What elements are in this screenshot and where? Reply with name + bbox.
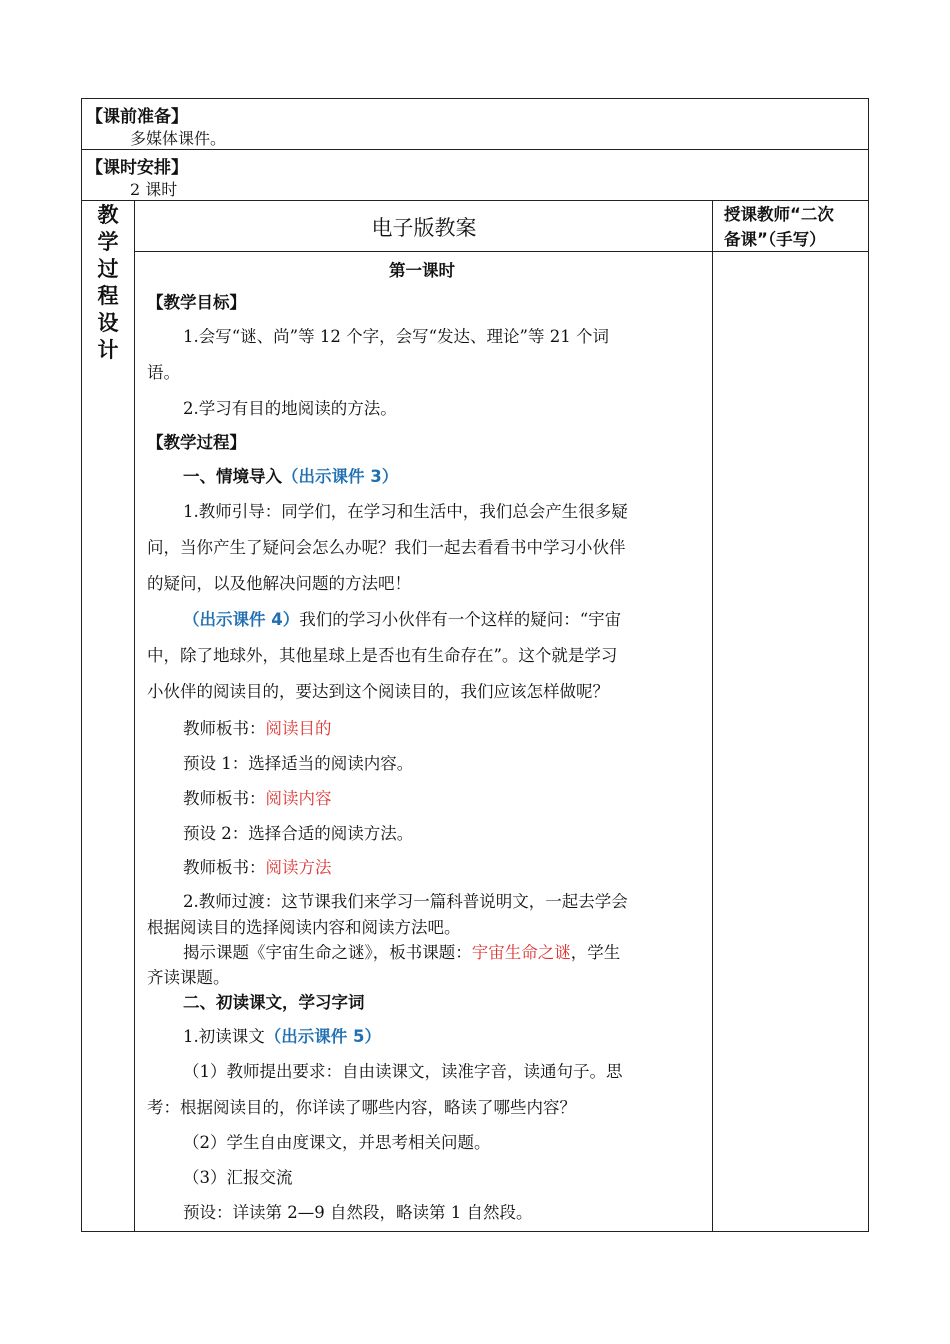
part-1-title: 一、情境导入 bbox=[183, 467, 282, 486]
label-char: 教 bbox=[97, 203, 119, 227]
paragraph-line: 预设：详读第 2—9 自然段，略读第 1 自然段。 bbox=[183, 1203, 533, 1222]
board-text: 阅读方法 bbox=[265, 858, 332, 877]
paragraph-line bbox=[183, 606, 621, 630]
paragraph-text: ，学生 bbox=[570, 943, 621, 962]
preset-line: 预设 2：选择合适的阅读方法。 bbox=[183, 824, 414, 843]
main-column-header bbox=[136, 202, 712, 252]
goal-2: 2.学习有目的地阅读的方法。 bbox=[183, 399, 397, 418]
paragraph-line: 根据阅读目的选择阅读内容和阅读方法吧。 bbox=[147, 918, 461, 937]
label-char: 计 bbox=[97, 338, 119, 362]
main-header-text: 电子版教案 bbox=[371, 216, 477, 240]
paragraph-line: 问，当你产生了疑问会怎么办呢？我们一起去看看书中学习小伙伴 bbox=[147, 538, 626, 557]
label-char: 设 bbox=[97, 311, 119, 335]
paragraph-line bbox=[183, 1023, 381, 1047]
courseware-ref: （出示课件 4） bbox=[183, 610, 300, 629]
goal-1-cont: 语。 bbox=[147, 363, 180, 382]
label-char: 过 bbox=[97, 257, 119, 281]
paragraph-line: 2.教师过渡：这节课我们来学习一篇科普说明文，一起去学会 bbox=[183, 892, 628, 911]
column-divider bbox=[712, 200, 713, 1231]
paragraph-line: （3）汇报交流 bbox=[183, 1168, 293, 1187]
side-column-header bbox=[714, 202, 868, 252]
board-label: 教师板书： bbox=[183, 719, 266, 738]
board-label: 教师板书： bbox=[183, 789, 266, 808]
goals-title: 【教学目标】 bbox=[147, 293, 246, 312]
column-divider bbox=[134, 200, 135, 1231]
board-note bbox=[183, 854, 332, 878]
prep-title: 【课前准备】 bbox=[86, 107, 188, 127]
row-divider bbox=[82, 200, 868, 201]
label-char: 学 bbox=[97, 230, 119, 254]
paragraph-line: 小伙伴的阅读目的，要达到这个阅读目的，我们应该怎样做呢？ bbox=[147, 682, 609, 701]
courseware-ref: （出示课件 5） bbox=[264, 1027, 381, 1046]
side-header-line: 授课教师“二次 bbox=[724, 205, 834, 224]
paragraph-line: （2）学生自由度课文，并思考相关问题。 bbox=[183, 1133, 491, 1152]
paragraph-line: （1）教师提出要求：自由读课文，读准字音，读通句子。思 bbox=[183, 1062, 623, 1081]
paragraph-line: 中，除了地球外，其他星球上是否也有生命存在”。这个就是学习 bbox=[147, 646, 618, 665]
part-1-heading bbox=[183, 463, 398, 487]
paragraph-text: 我们的学习小伙伴有一个这样的疑问：“宇宙 bbox=[299, 610, 622, 629]
schedule-title: 【课时安排】 bbox=[86, 158, 188, 178]
side-header-line: 备课”（手写） bbox=[724, 230, 826, 249]
paragraph-line: 齐读课题。 bbox=[147, 968, 230, 987]
paragraph-text: 1.初读课文 bbox=[183, 1027, 265, 1046]
board-note bbox=[183, 785, 332, 809]
prep-body: 多媒体课件。 bbox=[130, 129, 227, 148]
courseware-ref: （出示课件 3） bbox=[282, 467, 399, 486]
board-text: 阅读内容 bbox=[265, 789, 332, 808]
process-title: 【教学过程】 bbox=[147, 433, 246, 452]
goal-1: 1.会写“谜、尚”等 12 个字，会写“发达、理论”等 21 个词 bbox=[183, 327, 609, 346]
row-divider bbox=[82, 149, 868, 150]
paragraph-text: 揭示课题《宇宙生命之谜》，板书课题： bbox=[183, 943, 472, 962]
paragraph-line: 1.教师引导：同学们，在学习和生活中，我们总会产生很多疑 bbox=[183, 502, 628, 521]
board-note bbox=[183, 715, 332, 739]
preset-line: 预设 1：选择适当的阅读内容。 bbox=[183, 754, 414, 773]
paragraph-line: 的疑问，以及他解决问题的方法吧！ bbox=[147, 574, 411, 593]
paragraph-line bbox=[183, 939, 620, 963]
process-design-label bbox=[82, 202, 134, 364]
board-label: 教师板书： bbox=[183, 858, 266, 877]
paragraph-line: 考：根据阅读目的，你详读了哪些内容，略读了哪些内容？ bbox=[147, 1098, 576, 1117]
part-2-title: 二、初读课文，学习字词 bbox=[183, 993, 365, 1012]
board-text: 阅读目的 bbox=[265, 719, 332, 738]
session-title: 第一课时 bbox=[389, 261, 455, 280]
lesson-plan-table bbox=[81, 98, 869, 1232]
label-char: 程 bbox=[97, 284, 119, 308]
board-text: 宇宙生命之谜 bbox=[471, 943, 571, 962]
schedule-body: 2 课时 bbox=[130, 180, 178, 199]
